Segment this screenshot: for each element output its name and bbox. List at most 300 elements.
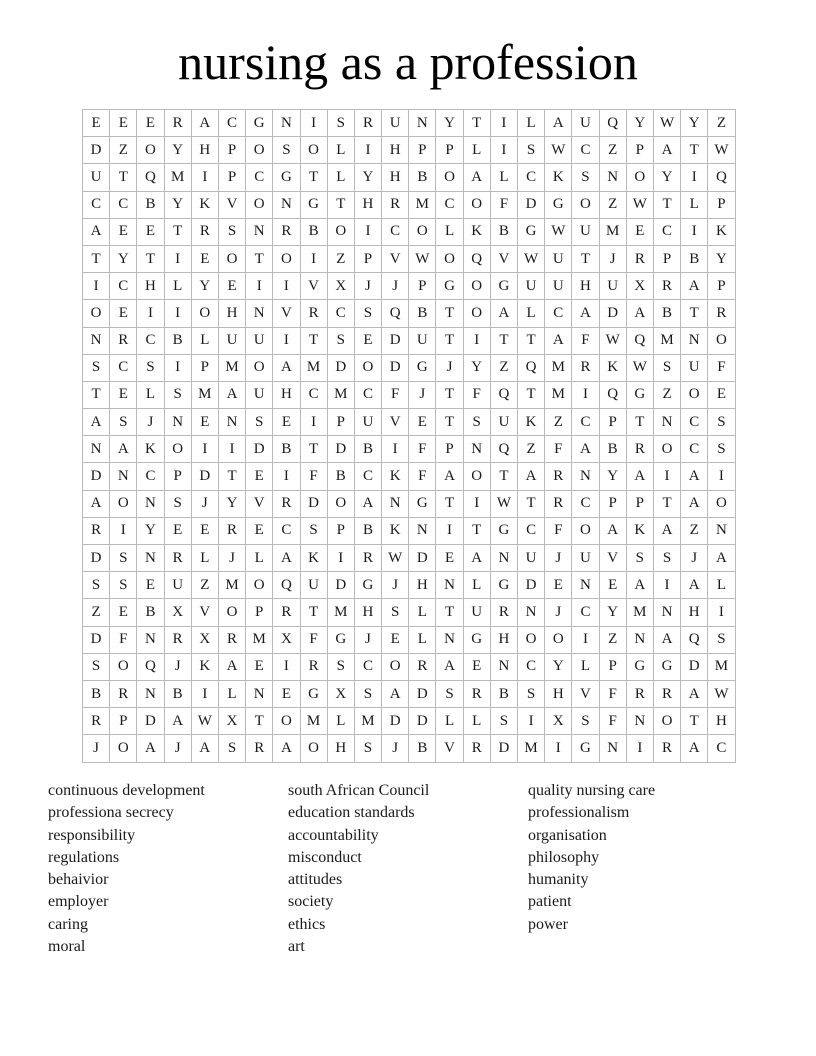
- grid-cell: S: [626, 545, 653, 572]
- grid-cell: J: [83, 735, 110, 762]
- grid-cell: F: [572, 327, 599, 354]
- grid-cell: S: [137, 354, 164, 381]
- grid-cell: U: [518, 545, 545, 572]
- word-search-grid: [82, 109, 736, 763]
- grid-cell: T: [681, 300, 708, 327]
- word-item: society: [288, 893, 334, 911]
- grid-cell: O: [191, 300, 218, 327]
- grid-cell: U: [409, 327, 436, 354]
- grid-cell: G: [490, 572, 517, 599]
- grid-cell: N: [708, 517, 735, 544]
- grid-cell: I: [83, 273, 110, 300]
- grid-cell: T: [300, 436, 327, 463]
- grid-cell: Y: [137, 517, 164, 544]
- grid-cell: M: [218, 572, 245, 599]
- grid-cell: C: [273, 517, 300, 544]
- grid-cell: W: [518, 245, 545, 272]
- grid-cell: K: [545, 164, 572, 191]
- grid-cell: E: [246, 463, 273, 490]
- grid-cell: N: [490, 653, 517, 680]
- grid-cell: U: [545, 273, 572, 300]
- grid-cell: R: [300, 300, 327, 327]
- grid-cell: T: [327, 191, 354, 218]
- grid-cell: A: [681, 572, 708, 599]
- grid-cell: L: [708, 572, 735, 599]
- grid-cell: P: [599, 653, 626, 680]
- grid-cell: E: [599, 572, 626, 599]
- grid-cell: H: [572, 273, 599, 300]
- grid-cell: C: [110, 273, 137, 300]
- grid-cell: B: [653, 300, 680, 327]
- grid-cell: I: [327, 545, 354, 572]
- grid-cell: D: [327, 572, 354, 599]
- grid-cell: O: [681, 381, 708, 408]
- grid-cell: E: [382, 626, 409, 653]
- grid-cell: M: [599, 218, 626, 245]
- grid-cell: D: [300, 490, 327, 517]
- grid-cell: W: [490, 490, 517, 517]
- grid-cell: A: [463, 545, 490, 572]
- grid-cell: U: [572, 545, 599, 572]
- grid-cell: K: [137, 436, 164, 463]
- grid-cell: P: [436, 436, 463, 463]
- grid-cell: L: [463, 708, 490, 735]
- grid-cell: S: [708, 626, 735, 653]
- grid-row: [83, 245, 736, 272]
- grid-cell: G: [626, 381, 653, 408]
- grid-cell: S: [490, 708, 517, 735]
- grid-cell: T: [246, 245, 273, 272]
- grid-cell: T: [300, 164, 327, 191]
- word-item: behaivior: [48, 871, 109, 889]
- grid-cell: M: [626, 599, 653, 626]
- grid-cell: R: [110, 327, 137, 354]
- grid-row: [83, 490, 736, 517]
- grid-cell: D: [246, 436, 273, 463]
- grid-cell: O: [137, 137, 164, 164]
- grid-cell: U: [300, 572, 327, 599]
- grid-cell: G: [327, 626, 354, 653]
- grid-cell: I: [382, 436, 409, 463]
- grid-cell: T: [83, 245, 110, 272]
- grid-cell: W: [409, 245, 436, 272]
- grid-cell: Q: [463, 245, 490, 272]
- grid-cell: U: [572, 110, 599, 137]
- grid-cell: Y: [164, 191, 191, 218]
- grid-cell: S: [463, 409, 490, 436]
- grid-cell: R: [382, 191, 409, 218]
- grid-cell: J: [681, 545, 708, 572]
- grid-cell: F: [599, 680, 626, 707]
- grid-cell: Z: [83, 599, 110, 626]
- word-item: quality nursing care: [528, 782, 656, 799]
- grid-cell: O: [708, 327, 735, 354]
- grid-cell: S: [110, 545, 137, 572]
- grid-cell: I: [110, 517, 137, 544]
- grid-cell: Z: [681, 517, 708, 544]
- grid-cell: R: [273, 490, 300, 517]
- grid-cell: G: [409, 490, 436, 517]
- grid-cell: D: [83, 137, 110, 164]
- grid-cell: T: [518, 490, 545, 517]
- grid-cell: R: [191, 218, 218, 245]
- grid-cell: Y: [599, 599, 626, 626]
- grid-cell: Q: [599, 381, 626, 408]
- grid-cell: O: [110, 653, 137, 680]
- grid-cell: B: [681, 245, 708, 272]
- grid-cell: J: [218, 545, 245, 572]
- grid-cell: J: [409, 381, 436, 408]
- grid-cell: L: [463, 572, 490, 599]
- grid-cell: O: [83, 300, 110, 327]
- grid-cell: A: [436, 653, 463, 680]
- grid-cell: G: [409, 354, 436, 381]
- grid-cell: D: [382, 708, 409, 735]
- grid-cell: S: [164, 490, 191, 517]
- grid-cell: C: [653, 218, 680, 245]
- grid-cell: A: [110, 436, 137, 463]
- grid-cell: P: [626, 137, 653, 164]
- grid-cell: E: [164, 517, 191, 544]
- grid-cell: W: [599, 327, 626, 354]
- grid-cell: N: [110, 463, 137, 490]
- grid-cell: R: [545, 463, 572, 490]
- grid-cell: C: [110, 354, 137, 381]
- grid-cell: T: [164, 218, 191, 245]
- grid-cell: K: [300, 545, 327, 572]
- grid-cell: C: [436, 191, 463, 218]
- grid-cell: A: [681, 273, 708, 300]
- grid-cell: L: [490, 164, 517, 191]
- grid-cell: E: [354, 327, 381, 354]
- grid-row: [83, 409, 736, 436]
- grid-cell: D: [518, 572, 545, 599]
- grid-cell: Q: [273, 572, 300, 599]
- grid-cell: N: [409, 517, 436, 544]
- grid-cell: I: [191, 436, 218, 463]
- grid-cell: F: [708, 354, 735, 381]
- grid-cell: A: [626, 300, 653, 327]
- grid-cell: A: [273, 545, 300, 572]
- grid-cell: M: [545, 381, 572, 408]
- grid-cell: A: [572, 436, 599, 463]
- grid-cell: G: [436, 273, 463, 300]
- grid-cell: M: [300, 354, 327, 381]
- grid-cell: O: [653, 436, 680, 463]
- grid-row: [83, 653, 736, 680]
- grid-cell: I: [545, 735, 572, 762]
- grid-cell: G: [300, 191, 327, 218]
- grid-cell: N: [218, 409, 245, 436]
- grid-cell: O: [572, 191, 599, 218]
- grid-cell: C: [218, 110, 245, 137]
- grid-cell: O: [545, 626, 572, 653]
- word-item: ethics: [288, 915, 326, 933]
- grid-cell: R: [273, 599, 300, 626]
- grid-cell: U: [463, 599, 490, 626]
- grid-cell: K: [626, 517, 653, 544]
- word-item: education standards: [288, 804, 415, 822]
- grid-cell: W: [653, 110, 680, 137]
- grid-cell: S: [653, 545, 680, 572]
- grid-cell: S: [327, 327, 354, 354]
- grid-cell: I: [164, 354, 191, 381]
- grid-cell: G: [273, 164, 300, 191]
- grid-cell: E: [436, 545, 463, 572]
- grid-cell: Z: [327, 245, 354, 272]
- grid-row: [83, 517, 736, 544]
- puzzle-title: nursing as a profession: [178, 34, 638, 90]
- grid-cell: M: [191, 381, 218, 408]
- grid-cell: B: [327, 463, 354, 490]
- grid-cell: N: [246, 300, 273, 327]
- grid-cell: F: [545, 517, 572, 544]
- grid-cell: I: [137, 300, 164, 327]
- grid-row: [83, 626, 736, 653]
- grid-cell: S: [354, 680, 381, 707]
- grid-cell: U: [83, 164, 110, 191]
- grid-cell: I: [300, 110, 327, 137]
- grid-cell: M: [518, 735, 545, 762]
- grid-cell: A: [626, 572, 653, 599]
- grid-cell: H: [490, 626, 517, 653]
- grid-cell: O: [463, 273, 490, 300]
- grid-cell: N: [463, 436, 490, 463]
- grid-cell: T: [137, 245, 164, 272]
- grid-cell: S: [382, 599, 409, 626]
- word-item: patient: [528, 893, 572, 911]
- word-item: art: [288, 938, 305, 956]
- grid-cell: G: [545, 191, 572, 218]
- grid-row: [83, 680, 736, 707]
- grid-cell: E: [191, 409, 218, 436]
- word-item: south African Council: [288, 782, 430, 799]
- grid-cell: V: [273, 300, 300, 327]
- grid-cell: D: [409, 545, 436, 572]
- grid-cell: H: [273, 381, 300, 408]
- grid-cell: I: [273, 463, 300, 490]
- grid-cell: J: [436, 354, 463, 381]
- grid-cell: R: [545, 490, 572, 517]
- grid-cell: S: [572, 708, 599, 735]
- grid-cell: F: [300, 463, 327, 490]
- grid-cell: N: [681, 327, 708, 354]
- grid-cell: L: [327, 137, 354, 164]
- grid-cell: L: [681, 191, 708, 218]
- grid-cell: A: [436, 463, 463, 490]
- grid-cell: J: [164, 735, 191, 762]
- grid-cell: S: [110, 572, 137, 599]
- grid-cell: G: [490, 273, 517, 300]
- grid-cell: I: [490, 137, 517, 164]
- grid-cell: P: [653, 245, 680, 272]
- grid-cell: T: [626, 409, 653, 436]
- grid-cell: X: [191, 626, 218, 653]
- grid-cell: C: [681, 436, 708, 463]
- grid-cell: E: [110, 381, 137, 408]
- grid-cell: O: [300, 137, 327, 164]
- grid-cell: Q: [490, 381, 517, 408]
- grid-cell: I: [273, 653, 300, 680]
- grid-cell: S: [572, 164, 599, 191]
- grid-cell: A: [681, 490, 708, 517]
- grid-cell: A: [653, 517, 680, 544]
- grid-cell: A: [83, 490, 110, 517]
- grid-cell: D: [83, 545, 110, 572]
- grid-cell: A: [681, 735, 708, 762]
- grid-row: [83, 218, 736, 245]
- grid-cell: J: [599, 245, 626, 272]
- grid-cell: I: [708, 463, 735, 490]
- grid-cell: P: [626, 490, 653, 517]
- grid-cell: L: [218, 680, 245, 707]
- grid-cell: O: [273, 708, 300, 735]
- grid-cell: J: [382, 735, 409, 762]
- grid-cell: J: [354, 273, 381, 300]
- grid-cell: T: [436, 381, 463, 408]
- grid-cell: Y: [191, 273, 218, 300]
- grid-cell: Q: [382, 300, 409, 327]
- grid-cell: K: [382, 463, 409, 490]
- grid-cell: R: [490, 599, 517, 626]
- grid-cell: D: [409, 708, 436, 735]
- grid-cell: C: [300, 381, 327, 408]
- grid-cell: S: [83, 572, 110, 599]
- grid-cell: N: [83, 327, 110, 354]
- grid-cell: H: [137, 273, 164, 300]
- grid-cell: H: [354, 599, 381, 626]
- grid-cell: U: [354, 409, 381, 436]
- grid-cell: G: [626, 653, 653, 680]
- grid-cell: P: [191, 354, 218, 381]
- grid-cell: F: [599, 708, 626, 735]
- grid-cell: L: [518, 110, 545, 137]
- grid-cell: L: [409, 626, 436, 653]
- grid-cell: K: [463, 218, 490, 245]
- grid-cell: Q: [626, 327, 653, 354]
- grid-cell: Z: [110, 137, 137, 164]
- grid-cell: R: [653, 273, 680, 300]
- grid-cell: M: [218, 354, 245, 381]
- grid-cell: P: [110, 708, 137, 735]
- grid-cell: X: [327, 273, 354, 300]
- grid-cell: Y: [164, 137, 191, 164]
- grid-cell: I: [518, 708, 545, 735]
- grid-cell: U: [599, 273, 626, 300]
- grid-cell: M: [708, 653, 735, 680]
- grid-cell: R: [164, 545, 191, 572]
- grid-cell: C: [572, 409, 599, 436]
- grid-cell: G: [354, 572, 381, 599]
- grid-cell: R: [626, 436, 653, 463]
- grid-cell: U: [246, 327, 273, 354]
- grid-cell: A: [164, 708, 191, 735]
- grid-cell: B: [490, 218, 517, 245]
- word-item: moral: [48, 938, 86, 956]
- grid-cell: J: [191, 490, 218, 517]
- grid-cell: E: [191, 517, 218, 544]
- grid-cell: A: [191, 735, 218, 762]
- grid-cell: A: [653, 626, 680, 653]
- grid-cell: I: [626, 735, 653, 762]
- grid-cell: N: [273, 110, 300, 137]
- grid-cell: T: [572, 245, 599, 272]
- grid-cell: H: [382, 137, 409, 164]
- grid-cell: V: [599, 545, 626, 572]
- grid-cell: B: [164, 327, 191, 354]
- word-item: misconduct: [288, 848, 362, 866]
- grid-cell: H: [681, 599, 708, 626]
- grid-cell: E: [137, 572, 164, 599]
- grid-cell: Y: [218, 490, 245, 517]
- grid-cell: S: [246, 409, 273, 436]
- word-item: employer: [48, 893, 109, 911]
- grid-cell: P: [599, 409, 626, 436]
- grid-cell: N: [246, 680, 273, 707]
- grid-cell: N: [246, 218, 273, 245]
- grid-cell: H: [218, 300, 245, 327]
- word-item: responsibility: [48, 826, 136, 844]
- word-item: caring: [48, 915, 88, 933]
- grid-cell: W: [626, 191, 653, 218]
- grid-cell: B: [409, 735, 436, 762]
- grid-cell: L: [572, 653, 599, 680]
- grid-cell: D: [490, 735, 517, 762]
- grid-cell: B: [83, 680, 110, 707]
- grid-cell: X: [327, 680, 354, 707]
- grid-cell: A: [218, 653, 245, 680]
- grid-cell: O: [463, 300, 490, 327]
- grid-cell: P: [708, 191, 735, 218]
- grid-cell: C: [83, 191, 110, 218]
- grid-cell: Q: [137, 164, 164, 191]
- grid-cell: S: [653, 354, 680, 381]
- grid-cell: R: [626, 245, 653, 272]
- grid-cell: N: [137, 626, 164, 653]
- grid-cell: M: [653, 327, 680, 354]
- grid-cell: Y: [653, 164, 680, 191]
- grid-cell: P: [218, 164, 245, 191]
- grid-cell: I: [300, 245, 327, 272]
- grid-cell: B: [599, 436, 626, 463]
- grid-cell: E: [83, 110, 110, 137]
- grid-cell: P: [246, 599, 273, 626]
- grid-cell: D: [83, 626, 110, 653]
- grid-cell: T: [436, 327, 463, 354]
- grid-cell: C: [518, 164, 545, 191]
- grid-cell: R: [409, 653, 436, 680]
- grid-cell: E: [191, 245, 218, 272]
- grid-cell: C: [354, 381, 381, 408]
- grid-cell: S: [218, 735, 245, 762]
- grid-cell: I: [436, 517, 463, 544]
- grid-cell: J: [164, 653, 191, 680]
- grid-row: [83, 436, 736, 463]
- grid-cell: P: [327, 409, 354, 436]
- word-item: professionalism: [528, 804, 630, 822]
- grid-cell: O: [463, 191, 490, 218]
- grid-cell: H: [545, 680, 572, 707]
- grid-cell: K: [191, 191, 218, 218]
- word-item: professiona secrecy: [48, 804, 174, 822]
- grid-cell: J: [137, 409, 164, 436]
- grid-cell: H: [409, 572, 436, 599]
- grid-cell: A: [463, 164, 490, 191]
- grid-cell: Q: [518, 354, 545, 381]
- grid-cell: Z: [653, 381, 680, 408]
- grid-cell: U: [490, 409, 517, 436]
- grid-cell: B: [409, 164, 436, 191]
